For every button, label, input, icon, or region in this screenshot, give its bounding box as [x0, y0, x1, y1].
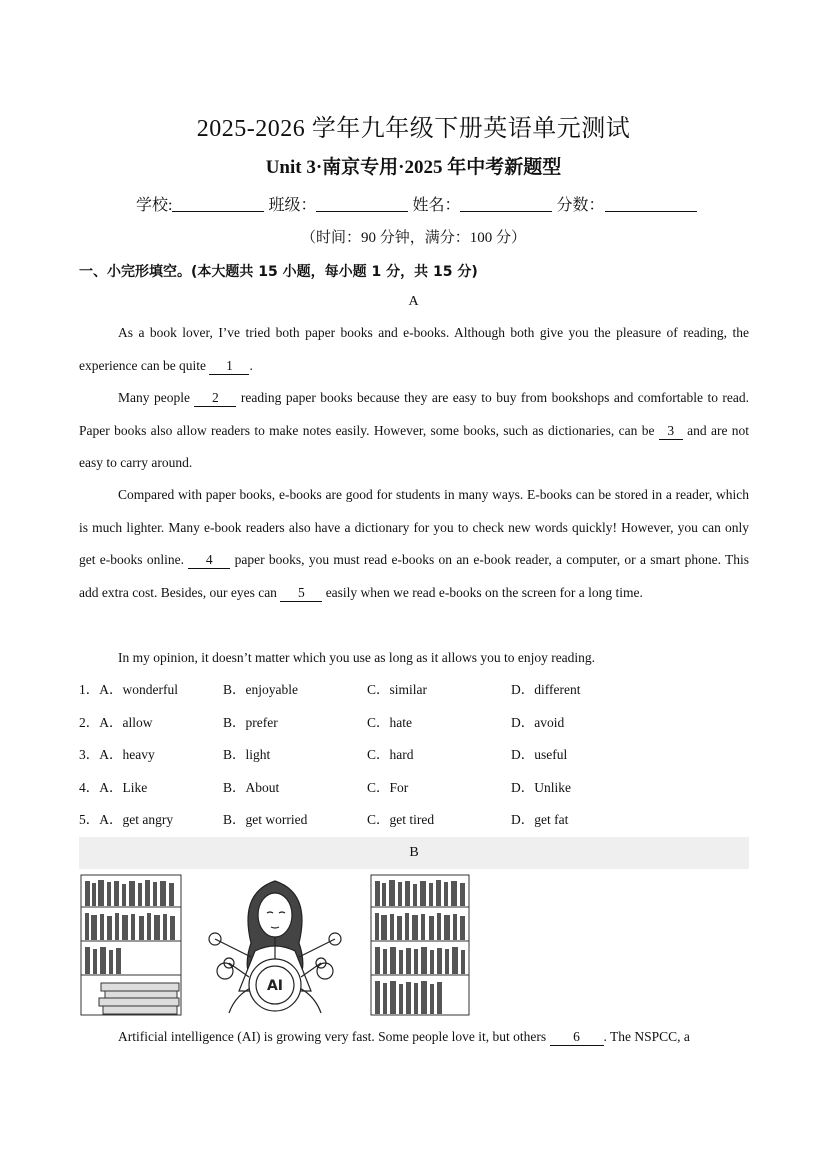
- paragraph-text: paper books, you must read e-books on an e-book reader, a computer, or a smart phone. This add extra cost. Besides, our eyes can: [79, 552, 750, 600]
- blank-2[interactable]: 2: [194, 390, 236, 407]
- question-option-d[interactable]: D．avoid: [511, 714, 565, 730]
- passage-a-paragraph-3: [79, 479, 749, 609]
- question-row: [79, 674, 759, 707]
- paragraph-text: . The NSPCC, a: [603, 1029, 690, 1044]
- paragraph-text: .: [249, 357, 253, 373]
- question-option-b[interactable]: B．enjoyable: [223, 682, 298, 697]
- question-option-c[interactable]: C．get tired: [367, 812, 435, 828]
- option-text: A．heavy: [99, 747, 155, 763]
- question-option-d[interactable]: D．get fat: [511, 812, 569, 828]
- question-option-d[interactable]: D．Unlike: [511, 779, 571, 795]
- school-label: 学校:: [136, 197, 173, 214]
- option-text: A．allow: [99, 714, 153, 730]
- paragraph-text: Many people: [118, 390, 190, 405]
- question-number: 4．: [79, 779, 100, 795]
- option-text: A．Like: [99, 779, 148, 795]
- section-title: 一、小完形填空。(本大题共 15 小题，每小题 1 分，共 15 分): [79, 264, 478, 280]
- option-text: A．wonderful: [99, 682, 178, 697]
- blank-1[interactable]: 1: [209, 358, 249, 375]
- paragraph-text: and are not easy to carry around.: [79, 422, 750, 471]
- question-option-a[interactable]: [79, 674, 178, 707]
- name-label: 姓名：: [412, 197, 461, 214]
- passage-b-paragraph-1: [79, 1021, 749, 1054]
- question-number: 1．: [79, 682, 100, 697]
- passage-a-label: A: [408, 294, 419, 309]
- option-text: A．get angry: [99, 812, 174, 828]
- blank-6[interactable]: 6: [550, 1029, 604, 1046]
- blank-3[interactable]: 3: [659, 423, 683, 440]
- question-option-a[interactable]: [79, 804, 173, 837]
- passage-a-paragraph-2: [79, 382, 749, 480]
- class-label: 班级：: [268, 197, 317, 214]
- exam-time-info: （时间：90 分钟，满分：100 分）: [300, 230, 526, 246]
- score-blank[interactable]: [605, 197, 697, 212]
- blank-5[interactable]: 5: [280, 585, 322, 602]
- paragraph-text: As a book lover, I’ve tried both paper books and e-books. Although both give you the pleasure of reading, the experience can be quite: [79, 325, 749, 373]
- question-option-a[interactable]: [79, 739, 155, 772]
- question-option-d[interactable]: D．useful: [511, 747, 568, 763]
- passage-a-paragraph-1: [79, 317, 749, 382]
- passage-b-label-band: [79, 837, 749, 869]
- question-option-c[interactable]: C．hate: [367, 714, 412, 730]
- paragraph-text: Artificial intelligence (AI) is growing very fast. Some people love it, but others: [118, 1029, 547, 1044]
- question-options-list: [79, 674, 759, 837]
- question-option-c[interactable]: C．For: [367, 779, 409, 795]
- question-option-c[interactable]: C．hard: [367, 747, 414, 763]
- question-option-b[interactable]: B．About: [223, 779, 280, 795]
- paragraph-text: easily when we read e-books on the screen for a long time.: [325, 584, 643, 600]
- name-blank[interactable]: [460, 197, 552, 212]
- question-row: [79, 772, 759, 805]
- question-number: 5．: [79, 812, 100, 828]
- class-blank[interactable]: [316, 197, 408, 212]
- question-option-b[interactable]: B．prefer: [223, 714, 278, 730]
- score-label: 分数：: [556, 197, 605, 214]
- school-blank[interactable]: [172, 197, 264, 212]
- question-option-d[interactable]: D．different: [511, 682, 581, 697]
- exam-subtitle: Unit 3·南京专用·2025 年中考新题型: [265, 157, 562, 178]
- question-option-b[interactable]: B．light: [223, 747, 271, 763]
- question-number: 3．: [79, 747, 100, 763]
- paragraph-text: Compared with paper books, e-books are good for students in many ways. E-books can be stored in a reader, which is much lighter. Many e-book readers also have a dictionary for you to check new words quickly! However, you can only get e-books online.: [79, 487, 749, 568]
- question-option-c[interactable]: C．similar: [367, 682, 427, 697]
- ai-emblem-text: AI: [266, 978, 284, 994]
- question-row: [79, 739, 759, 772]
- exam-title: 2025-2026 学年九年级下册英语单元测试: [196, 116, 631, 142]
- passage-a-paragraph-4: In my opinion, it doesn’t matter which you use as long as it allows you to enjoy reading.: [118, 650, 596, 665]
- question-row: [79, 707, 759, 740]
- paragraph-text: reading paper books because they are easy to buy from bookshops and comfortable to read. Paper books also allow readers to make notes easily. However, some books, such as dictionaries, can be: [79, 390, 750, 438]
- question-row: [79, 804, 759, 837]
- blank-4[interactable]: 4: [188, 552, 230, 569]
- library-ai-illustration: [79, 873, 471, 1017]
- question-option-a[interactable]: [79, 707, 153, 740]
- student-info-line: [136, 192, 736, 215]
- question-option-a[interactable]: [79, 772, 147, 805]
- question-number: 2．: [79, 714, 100, 730]
- passage-b-label: B: [409, 845, 419, 860]
- question-option-b[interactable]: B．get worried: [223, 812, 308, 828]
